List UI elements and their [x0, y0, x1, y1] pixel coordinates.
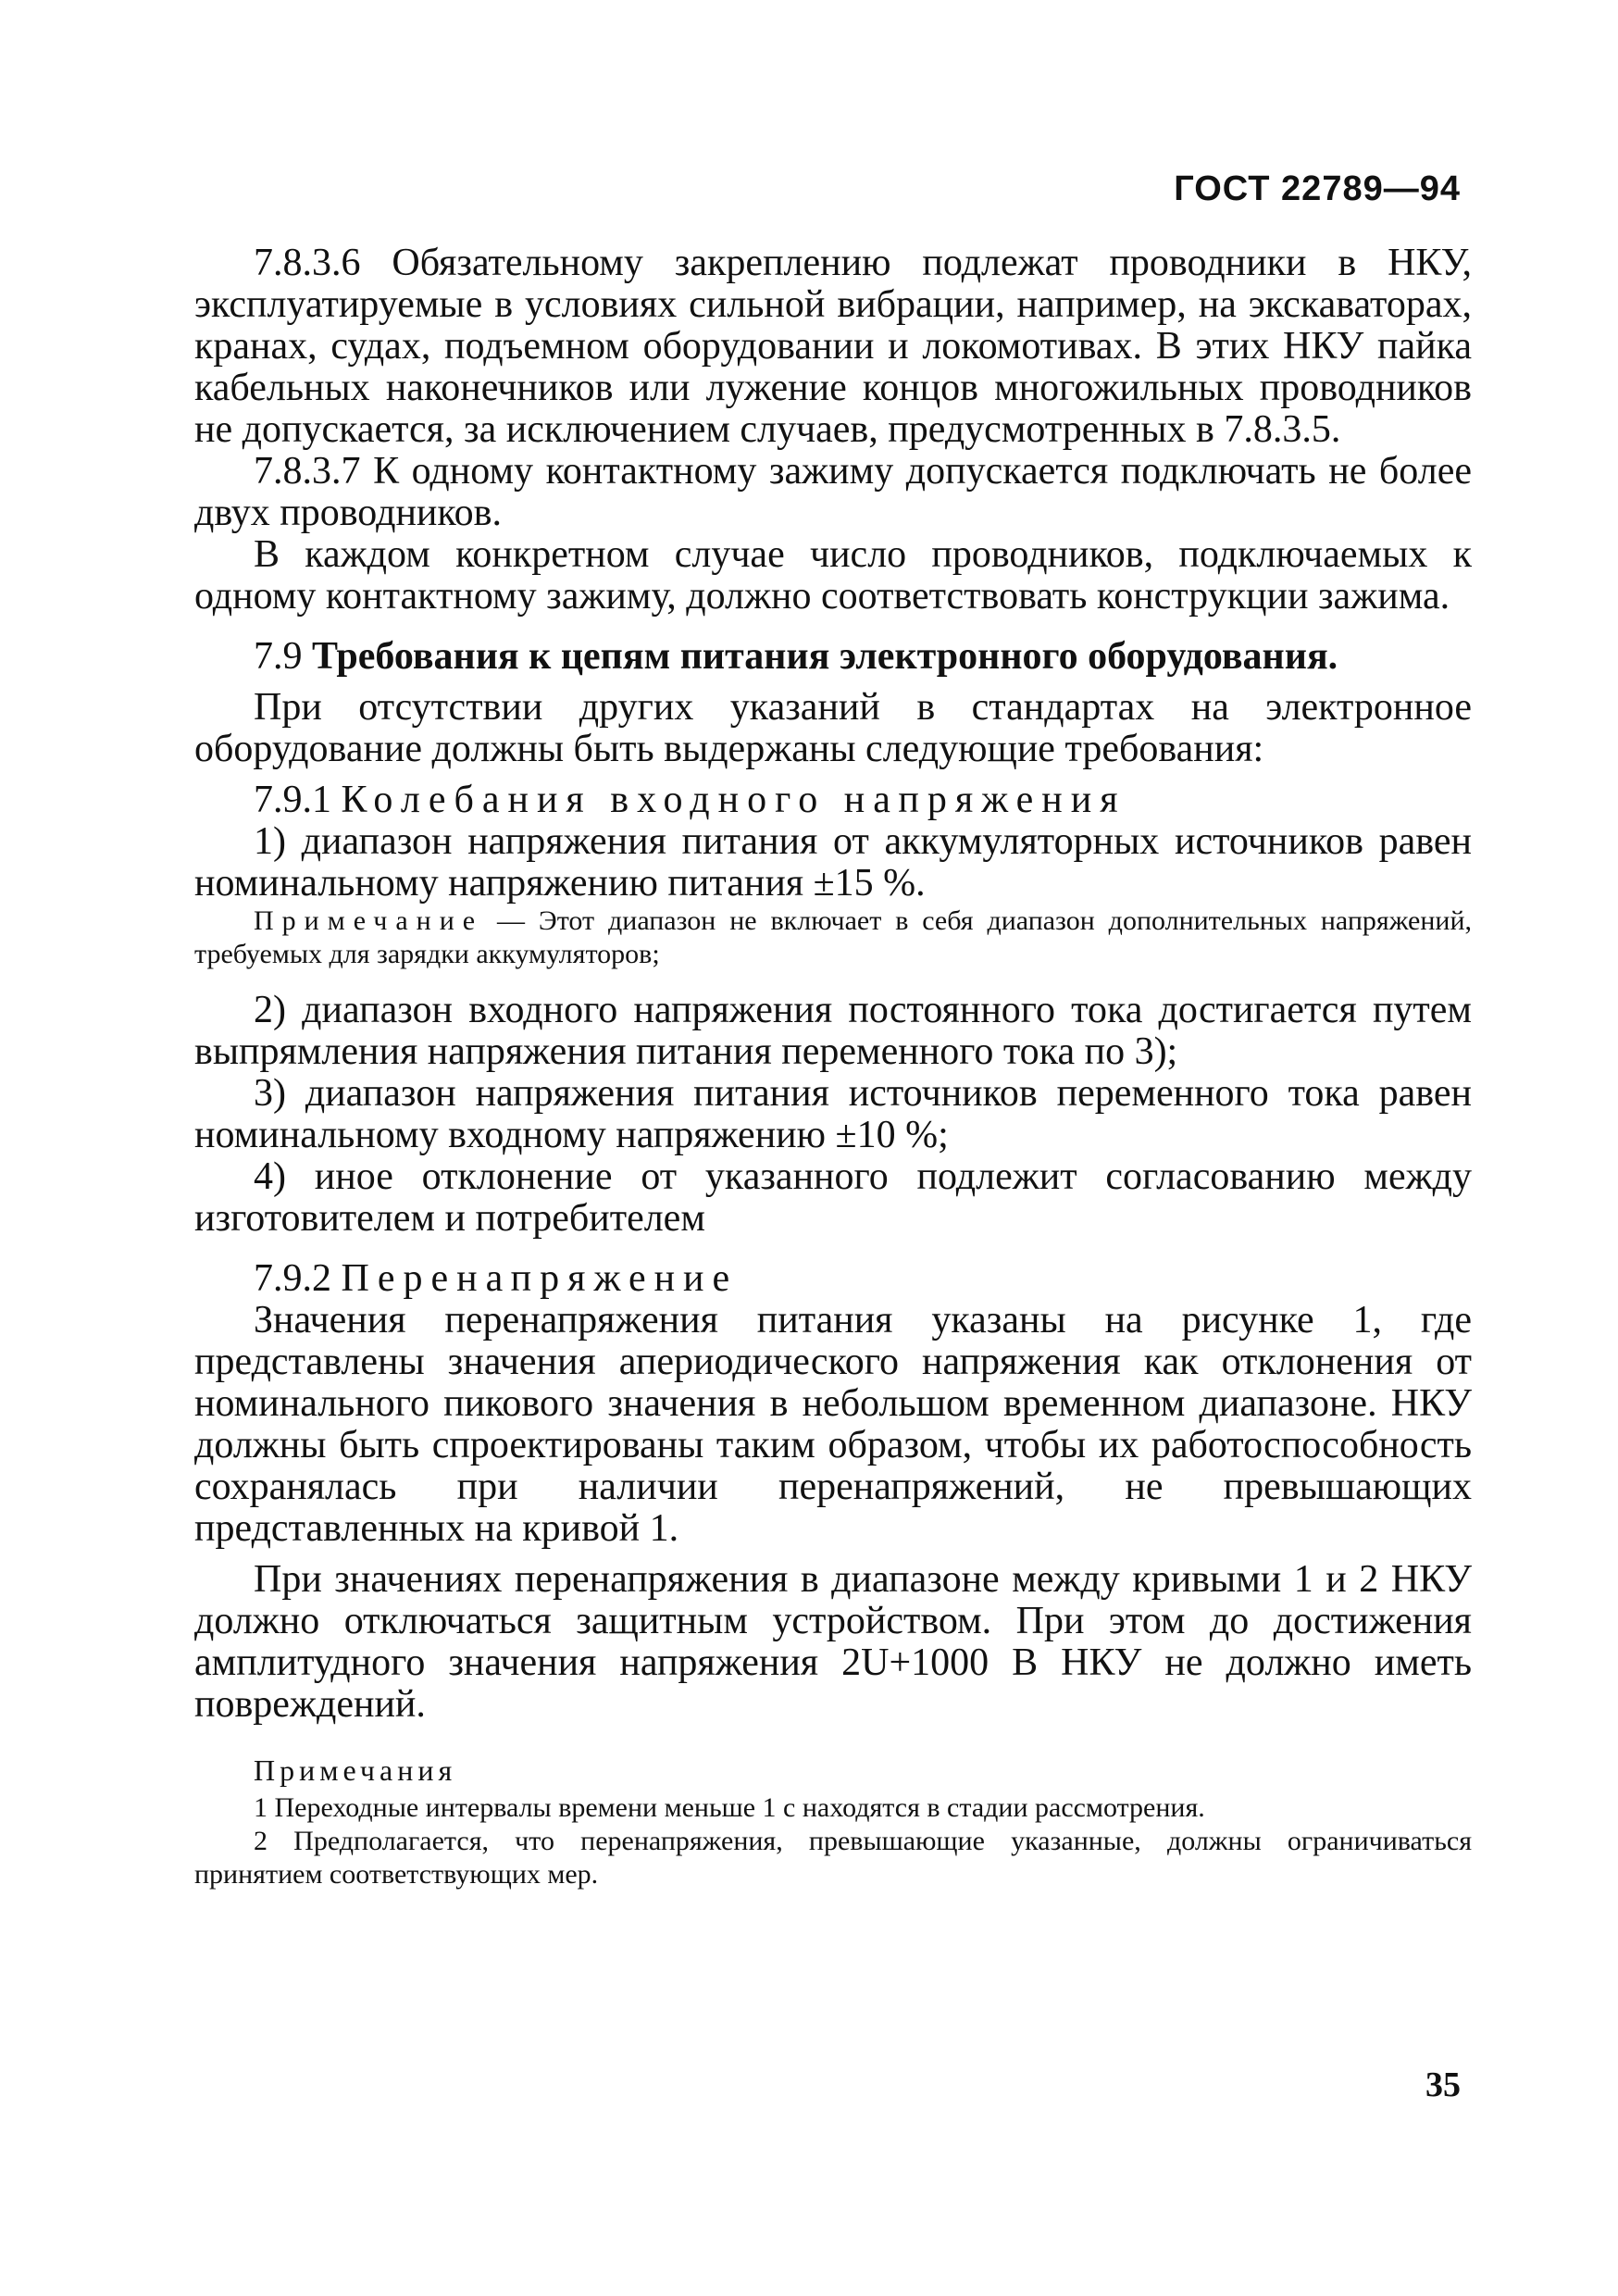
- paragraph-2-text-a: При значениях перенапряжения в диапазоне между кривыми 1 и 2 НКУ должно отключаться защитным устройством. При этом до достижения амплитудного значения напряжения: [194, 1558, 1472, 1684]
- document-body: [194, 243, 1472, 1891]
- voltage-formula: 2U+1000 В: [841, 1641, 1039, 1684]
- list-item-2: 2) диапазон входного напряжения постоянного тока достигается путем выпрямления напряжения питания переменного тока по 3);: [194, 989, 1472, 1073]
- list-item-4: 4) иное отклонение от указанного подлежит согласованию между изготовителем и потребителем: [194, 1155, 1472, 1240]
- section-7-9-2-number: 7.9.2: [254, 1257, 331, 1300]
- section-7-9-2-title: Перенапряжение: [341, 1257, 739, 1300]
- note-1: 1 Переходные интервалы времени меньше 1 с находятся в стадии рассмотрения.: [254, 1792, 1205, 1823]
- note-label: Примечание: [254, 905, 484, 936]
- notes-title: Примечания: [254, 1753, 457, 1787]
- list-item-3: 3) диапазон напряжения питания источников переменного тока равен номинальному входному напряжению ±10 %;: [194, 1072, 1472, 1156]
- section-7-9-1-heading: [194, 780, 1472, 821]
- paragraph-2-text-b: НКУ не должно иметь повреждений.: [194, 1641, 1472, 1726]
- paragraph-7-8-3-7-continued: В каждом конкретном случае число проводников, подключаемых к одному контактному зажиму, должно соответствовать конструкции зажима.: [194, 533, 1472, 618]
- section-7-9-2-paragraph-2: [194, 1559, 1472, 1726]
- section-7-9-2-heading: [194, 1258, 1472, 1300]
- list-item-1: 1) диапазон напряжения питания от аккумуляторных источников равен номинальному напряжению питания ±15 %.: [194, 820, 1472, 905]
- section-7-9-2-paragraph-1: Значения перенапряжения питания указаны на рисунке 1, где представлены значения апериодического напряжения как отклонения от номинального пикового значения в небольшом временном диапазоне. НКУ должны быть спроектированы таким образом, чтобы их работоспособность сохранялась при наличии перенапряжений, не превышающих представленных на кривой 1.: [194, 1299, 1472, 1550]
- note-text: — Этот диапазон не включает в себя диапазон дополнительных напряжений, требуемых для зарядки аккумуляторов;: [194, 905, 1473, 969]
- note-7-9-1: [194, 905, 1472, 971]
- section-7-9-heading: [194, 636, 1472, 678]
- section-7-9-number: 7.9: [254, 635, 303, 678]
- note-2: 2 Предполагается, что перенапряжения, превышающие указанные, должны ограничиваться принятием соответствующих мер.: [194, 1826, 1472, 1890]
- section-7-9-1-number: 7.9.1: [254, 779, 331, 821]
- section-7-9-body: При отсутствии других указаний в стандартах на электронное оборудование должны быть выдержаны следующие требования:: [194, 686, 1472, 770]
- section-7-9-title: Требования к цепям питания электронного оборудования.: [312, 635, 1338, 678]
- paragraph-7-8-3-7: 7.8.3.7 К одному контактному зажиму допускается подключать не более двух проводников.: [194, 450, 1472, 534]
- page-number: 35: [1425, 2065, 1461, 2104]
- document-header: ГОСТ 22789—94: [1174, 169, 1461, 208]
- section-7-9-1-title: Колебания входного напряжения: [341, 779, 1126, 821]
- paragraph-7-8-3-6: 7.8.3.6 Обязательному закреплению подлежат проводники в НКУ, эксплуатируемые в условиях сильной вибрации, например, на экскаваторах, кранах, судах, подъемном оборудовании и локомотивах. В этих НКУ пайка кабельных наконечников или лужение концов многожильных проводников не допускается, за исключением случаев, предусмотренных в 7.8.3.5.: [194, 242, 1472, 451]
